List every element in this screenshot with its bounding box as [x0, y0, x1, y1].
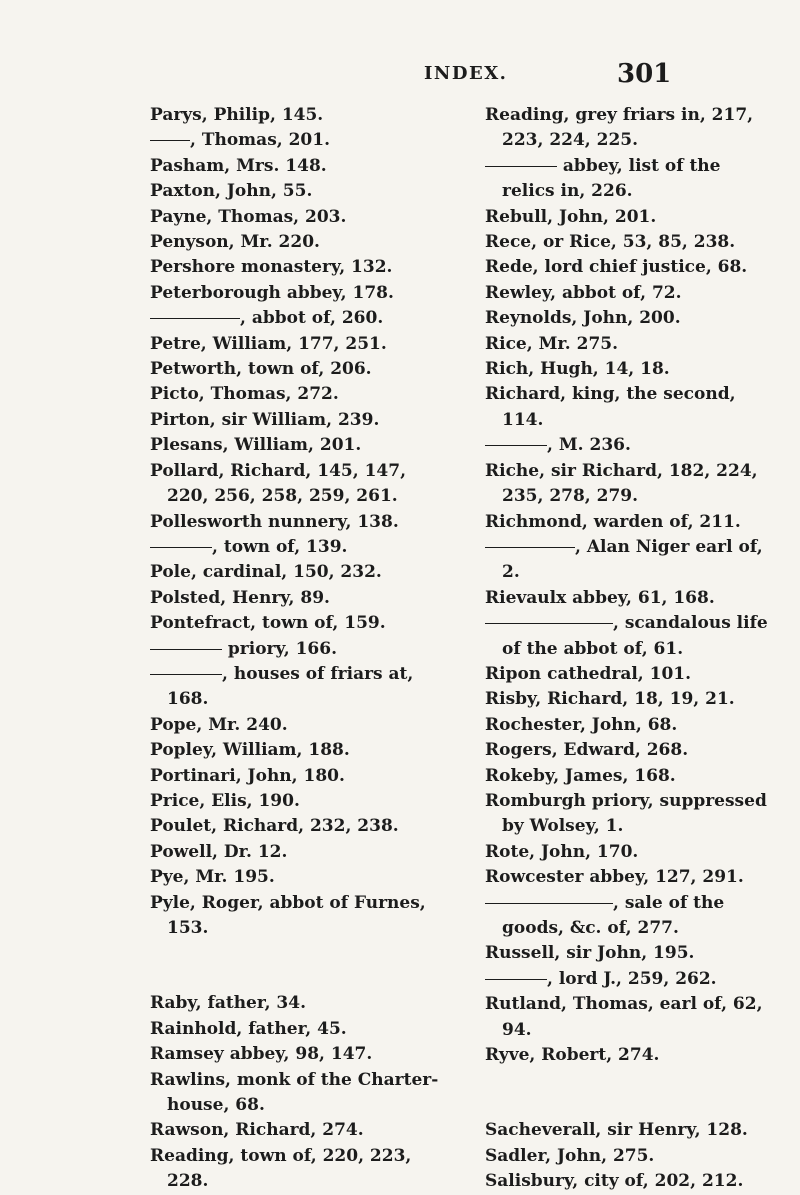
index-entry-text: Rievaulx abbey, 61, 168. [485, 587, 715, 608]
index-entry [485, 1118, 770, 1143]
index-entry-text: Peterborough abbey, 178. [150, 282, 394, 303]
ditto-dash [150, 140, 190, 141]
index-entry [150, 1042, 440, 1067]
index-entry [485, 1144, 770, 1169]
index-entry-text: Rochester, John, 68. [485, 714, 678, 735]
index-entry-text: , houses of friars at, 168. [167, 663, 414, 710]
index-entry-text: Pasham, Mrs. 148. [150, 155, 327, 176]
index-entry [485, 306, 770, 331]
index-entry-text: Pontefract, town of, 159. [150, 613, 386, 634]
index-entry [150, 281, 440, 306]
index-entry-text: Rice, Mr. 275. [485, 333, 619, 354]
index-entry-text: Russell, sir John, 195. [485, 943, 695, 964]
ditto-dash [150, 318, 240, 319]
index-entry-text: Pershore monastery, 132. [150, 257, 393, 278]
index-entry-text: Reading, town of, 220, 223, 228. [150, 1145, 412, 1192]
index-entry-text: Rede, lord chief justice, 68. [485, 257, 748, 278]
index-entry-text: Pope, Mr. 240. [150, 714, 288, 735]
index-entry-text: , Alan Niger earl of, 2. [502, 536, 763, 583]
index-entry-text: Rote, John, 170. [485, 841, 639, 862]
ditto-dash [485, 979, 547, 980]
index-entry [485, 967, 770, 992]
index-entry-text: Paxton, John, 55. [150, 181, 313, 202]
index-entry-text: Ramsey abbey, 98, 147. [150, 1044, 373, 1065]
index-column-right [485, 103, 770, 1195]
ditto-dash [485, 623, 613, 624]
index-entry [485, 255, 770, 280]
index-entry-text: Rogers, Edward, 268. [485, 740, 689, 761]
index-title: INDEX. [424, 63, 508, 84]
index-entry-text: Richmond, warden of, 211. [485, 511, 741, 532]
index-entry [485, 586, 770, 611]
index-entry-text: Picto, Thomas, 272. [150, 384, 339, 405]
index-entry-text: Pollesworth nunnery, 138. [150, 511, 399, 532]
index-entry [485, 1169, 770, 1194]
index-entry [150, 332, 440, 357]
index-entry-text: Pyle, Roger, abbot of Furnes, 153. [150, 892, 426, 938]
index-entry [150, 382, 440, 407]
index-entry [485, 713, 770, 738]
index-entry-text: , scandalous life of the abbot of, 61. [502, 613, 768, 659]
index-entry [150, 510, 440, 535]
index-entry-text: priory, 166. [222, 638, 338, 659]
index-entry-text: Salisbury, city of, 202, 212. [485, 1171, 744, 1192]
index-entry [485, 611, 770, 662]
index-entry [485, 941, 770, 966]
index-entry [485, 382, 770, 433]
index-entry [150, 789, 440, 814]
index-entry [485, 433, 770, 458]
index-entry-text: Rawlins, monk of the Charter-house, 68. [150, 1069, 439, 1116]
index-entry [485, 1043, 770, 1068]
index-entry-text: Reynolds, John, 200. [485, 308, 681, 329]
index-entry [485, 865, 770, 890]
index-entry [485, 205, 770, 230]
index-entry [150, 611, 440, 636]
index-entry [485, 687, 770, 712]
index-entry-text: Parys, Philip, 145. [150, 105, 324, 125]
index-entry [150, 306, 440, 331]
index-entry-text: Romburgh priory, suppressed by Wolsey, 1. [485, 790, 767, 837]
index-entry [150, 1144, 440, 1195]
ditto-dash [150, 547, 212, 548]
index-entry-text: Plesans, William, 201. [150, 435, 362, 456]
index-entry-text: Pye, Mr. 195. [150, 867, 275, 888]
page-header [0, 59, 800, 99]
index-entry [150, 154, 440, 179]
index-entry [150, 560, 440, 585]
index-entry [150, 1068, 440, 1119]
index-entry [485, 154, 770, 205]
index-entry [150, 637, 440, 662]
index-entry-text: Ryve, Robert, 274. [485, 1045, 660, 1066]
ditto-dash [485, 445, 547, 446]
index-entry-text: , M. 236. [547, 435, 631, 456]
ditto-dash [485, 903, 613, 904]
ditto-dash [150, 649, 222, 650]
index-entry-text: Rawson, Richard, 274. [150, 1120, 364, 1141]
index-entry-text: Price, Elis, 190. [150, 790, 300, 811]
index-entry-text: abbey, list of the relics in, 226. [502, 155, 721, 202]
index-entry-text: Penyson, Mr. 220. [150, 232, 320, 253]
index-entry [485, 510, 770, 535]
index-entry-text: , lord J., 259, 262. [547, 968, 717, 989]
index-entry-text: Pollard, Richard, 145, 147, 220, 256, 258, 259, 261. [150, 460, 406, 507]
index-entry [150, 230, 440, 255]
index-entry-text: Polsted, Henry, 89. [150, 587, 330, 608]
index-entry [150, 991, 440, 1016]
index-entry [485, 789, 770, 840]
index-entry [150, 764, 440, 789]
index-entry-text: Rich, Hugh, 14, 18. [485, 359, 670, 380]
index-entry [150, 891, 440, 942]
index-entry-text: Rokeby, James, 168. [485, 765, 676, 786]
index-entry-text: , abbot of, 260. [240, 308, 384, 329]
ditto-dash [150, 674, 222, 675]
index-entry [150, 433, 440, 458]
ditto-dash [485, 166, 557, 167]
index-entry [150, 255, 440, 280]
index-entry-text: Rewley, abbot of, 72. [485, 282, 682, 303]
index-entry [150, 662, 440, 713]
index-entry-text: Rowcester abbey, 127, 291. [485, 867, 744, 888]
index-entry-text: Riche, sir Richard, 182, 224, 235, 278, 279. [485, 460, 758, 507]
index-entry-text: Pirton, sir William, 239. [150, 409, 380, 430]
index-entry [485, 535, 770, 586]
index-column-left [150, 103, 440, 1195]
index-entry [485, 357, 770, 382]
index-entry-text: , Thomas, 201. [190, 130, 331, 151]
index-entry-text: Powell, Dr. 12. [150, 841, 288, 862]
index-entry [150, 586, 440, 611]
index-entry-text: , sale of the goods, &c. of, 277. [502, 892, 725, 938]
index-entry [150, 128, 440, 153]
index-entry [485, 281, 770, 306]
index-entry [485, 230, 770, 255]
index-entry [150, 840, 440, 865]
index-entry [150, 713, 440, 738]
index-entry [150, 814, 440, 839]
index-entry [150, 1017, 440, 1042]
index-entry-text: Popley, William, 188. [150, 740, 350, 761]
index-entry [485, 332, 770, 357]
index-entry-text: Pole, cardinal, 150, 232. [150, 562, 382, 583]
index-entry-text: Petre, William, 177, 251. [150, 333, 387, 354]
index-entry-text: Rainhold, father, 45. [150, 1018, 347, 1039]
index-entry [485, 840, 770, 865]
index-entry-text: Reading, grey friars in, 217, 223, 224, 225. [485, 105, 754, 151]
index-entry [150, 408, 440, 433]
index-entry [150, 357, 440, 382]
index-entry-text: Sadler, John, 275. [485, 1145, 655, 1166]
index-entry [150, 865, 440, 890]
index-entry-text: Rutland, Thomas, earl of, 62, 94. [485, 994, 763, 1040]
index-entry [485, 992, 770, 1043]
index-entry-text: Sacheverall, sir Henry, 128. [485, 1120, 748, 1141]
index-entry [150, 738, 440, 763]
page-number: 301 [617, 59, 672, 89]
index-entry-text: Portinari, John, 180. [150, 765, 345, 786]
index-entry-text: Payne, Thomas, 203. [150, 206, 347, 227]
index-entry [150, 179, 440, 204]
index-entry [485, 662, 770, 687]
index-entry-text: Raby, father, 34. [150, 993, 306, 1014]
index-entry [150, 1118, 440, 1143]
index-entry [485, 764, 770, 789]
index-entry-text: Rebull, John, 201. [485, 206, 657, 227]
index-entry [485, 738, 770, 763]
index-entry [485, 891, 770, 942]
index-entry-text: , town of, 139. [212, 536, 348, 557]
index-entry [150, 535, 440, 560]
index-entry [150, 459, 440, 510]
index-entry [485, 459, 770, 510]
index-entry-text: Risby, Richard, 18, 19, 21. [485, 689, 735, 710]
index-entry-text: Petworth, town of, 206. [150, 359, 372, 380]
index-entry [150, 103, 440, 128]
index-entry-text: Ripon cathedral, 101. [485, 663, 692, 684]
ditto-dash [485, 547, 575, 548]
index-entry [150, 205, 440, 230]
index-entry-text: Rece, or Rice, 53, 85, 238. [485, 232, 736, 253]
index-entry [485, 103, 770, 154]
index-entry-text: Richard, king, the second, 114. [485, 384, 736, 430]
index-entry-text: Poulet, Richard, 232, 238. [150, 816, 399, 837]
